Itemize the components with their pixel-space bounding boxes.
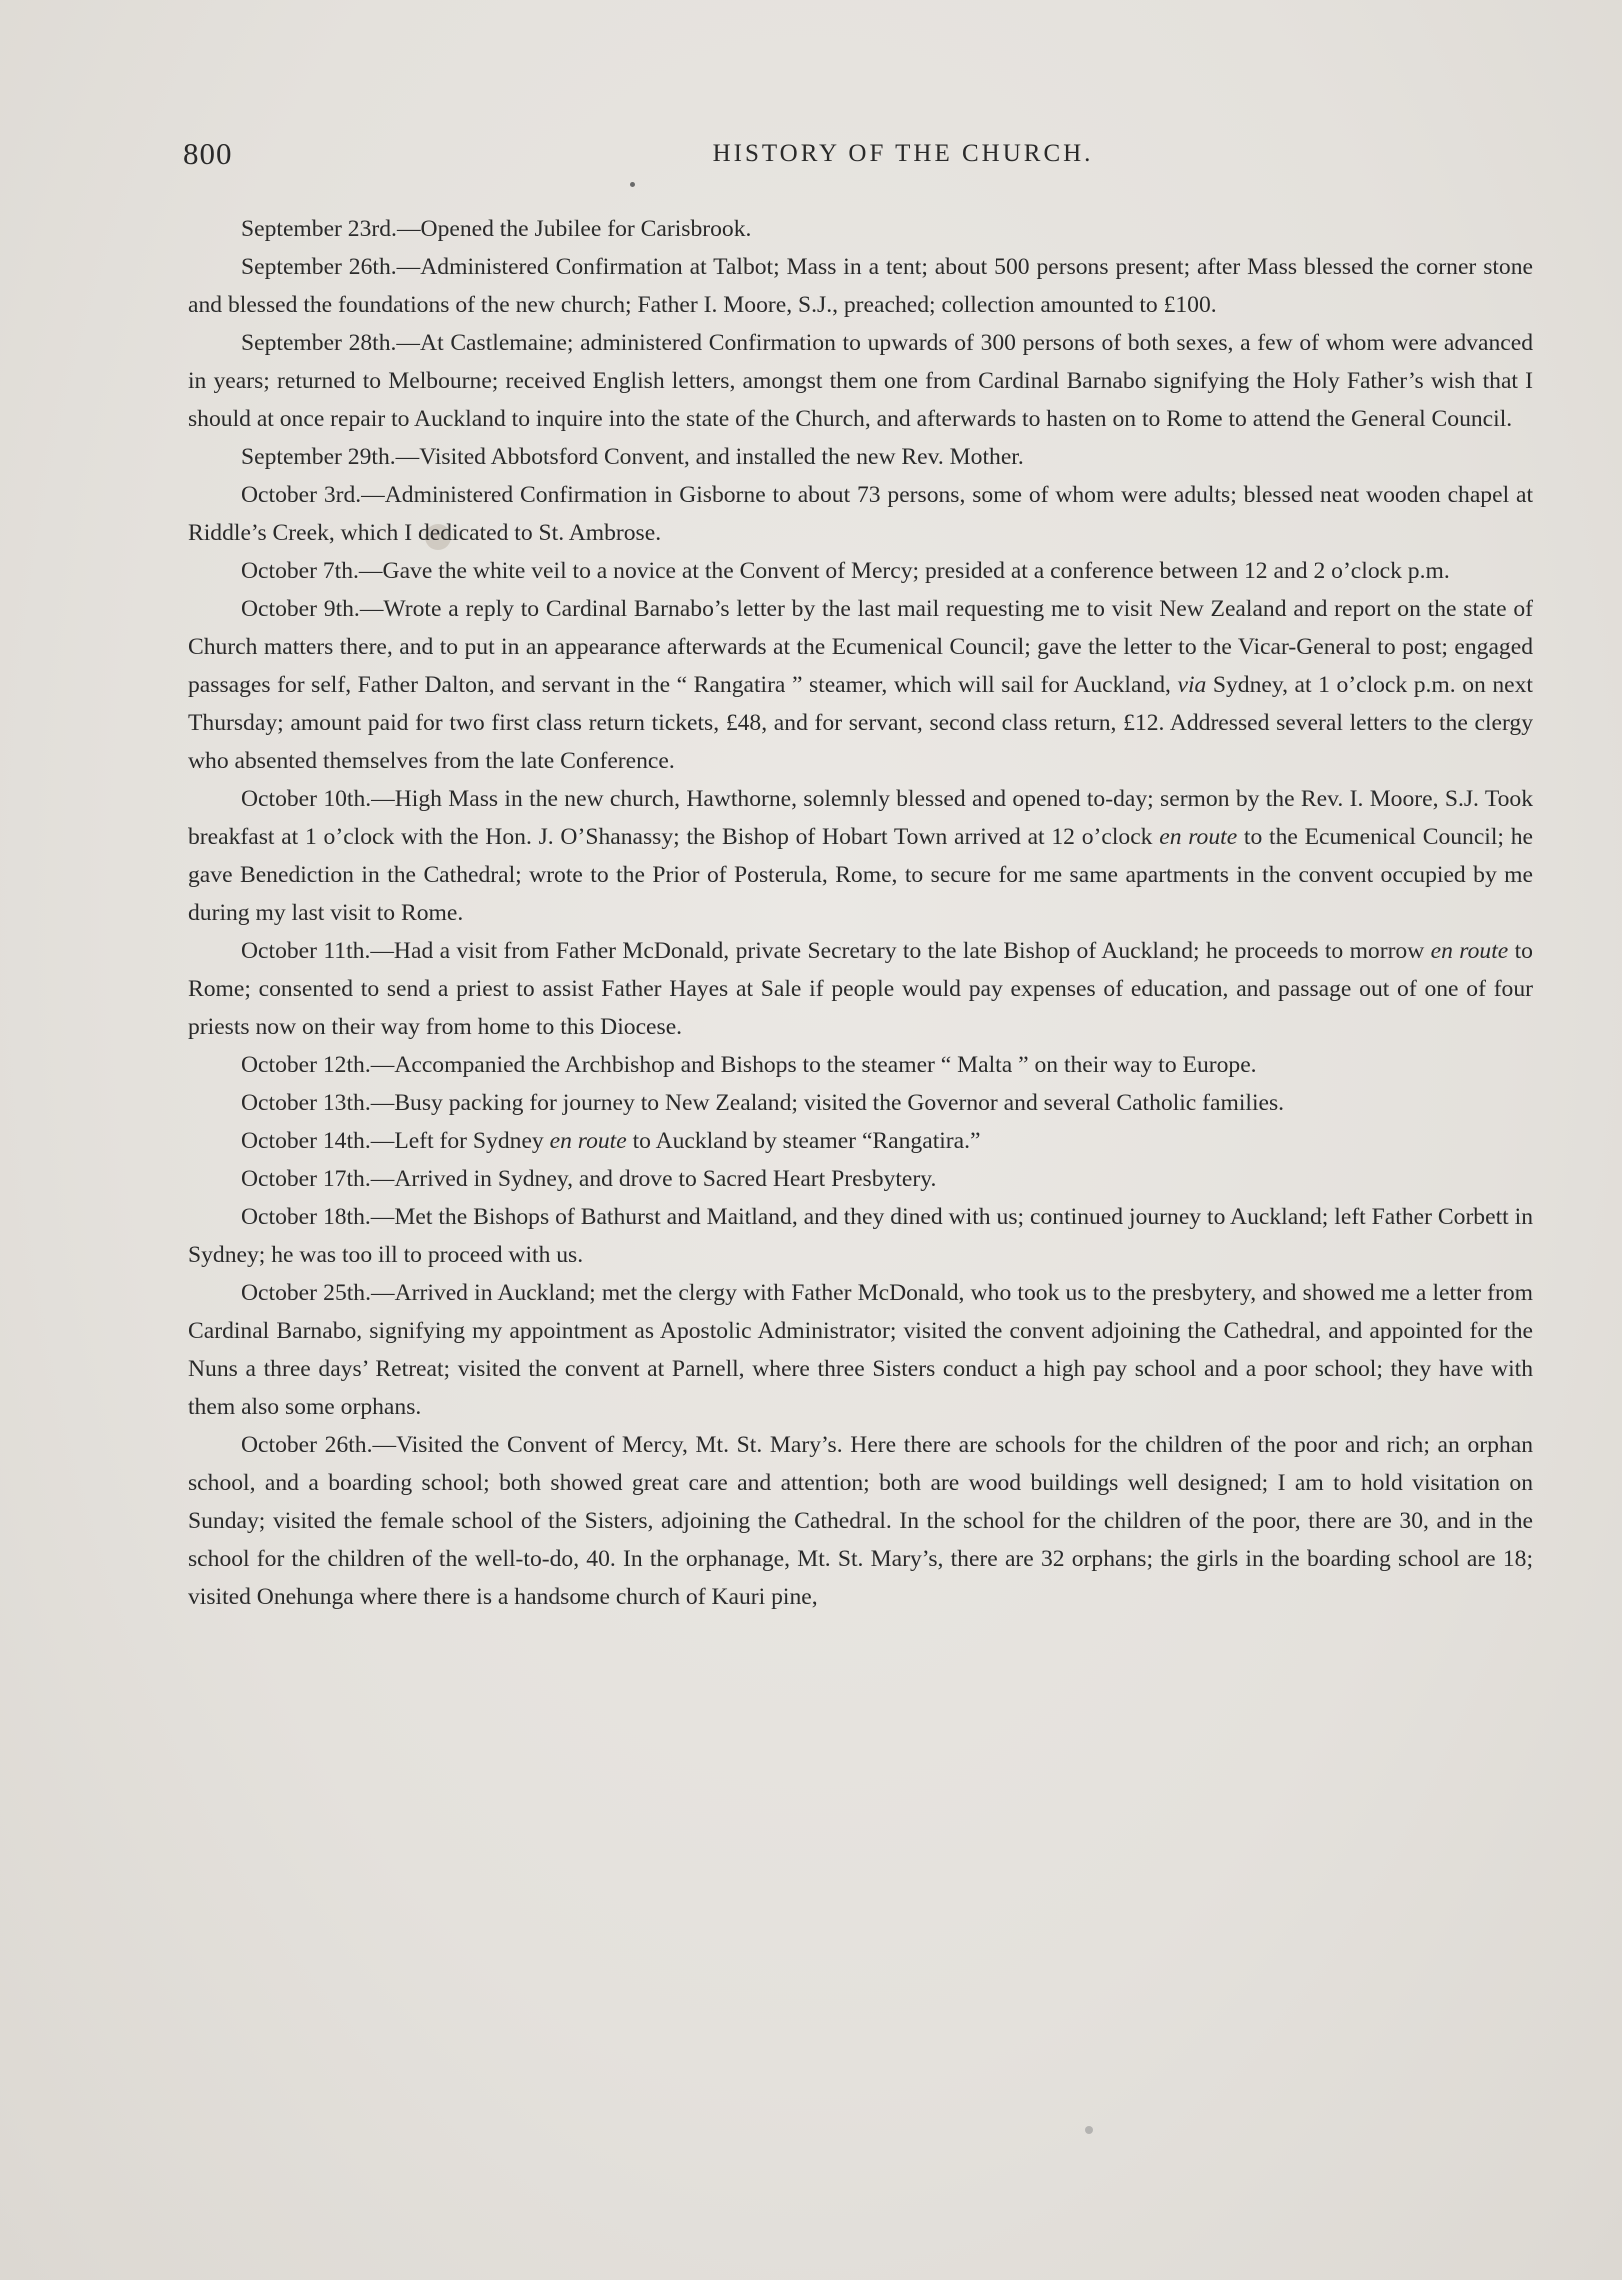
diary-entry [188,324,1533,438]
entry-text: to Auckland by steamer “Rangatira.” [626,1128,981,1154]
entry-text: October 3rd.—Administered Confirmation in Gisborne to about 73 persons, some of whom were adults; blessed neat wooden chapel at Riddle’s Creek, which I dedicated to St. Ambrose. [188,482,1533,546]
diary-entry [188,476,1533,552]
entry-text: October 25th.—Arrived in Auckland; met the clergy with Father McDonald, who took us to the presbytery, and showed me a letter from Cardinal Barnabo, signifying my appointment as Apostolic Administrator; visited the convent adjoining the Cathedral, and appointed for the Nuns a three days’ Retreat; visited the convent at Parnell, where three Sisters conduct a high pay school and a poor school; they have with them also some orphans. [188,1280,1533,1420]
entry-text: October 17th.—Arrived in Sydney, and drove to Sacred Heart Presbytery. [241,1166,937,1192]
entry-text: September 23rd.—Opened the Jubilee for Carisbrook. [241,216,752,242]
entry-text: October 12th.—Accompanied the Archbishop and Bishops to the steamer “ Malta ” on their way to Europe. [241,1052,1257,1078]
entry-text: to Rome; consented to send a priest to assist Father Hayes at Sale if people would pay expenses of education, and passage out of one of four priests now on their way from home to this Diocese. [188,938,1533,1040]
diary-entry [188,1122,1533,1160]
entry-text: September 29th.—Visited Abbotsford Convent, and installed the new Rev. Mother. [241,444,1024,470]
italic-text: en route [549,1128,627,1154]
diary-entry [188,1274,1533,1426]
diary-entry [188,210,1533,248]
diary-entry [188,780,1533,932]
entry-text: October 13th.—Busy packing for journey to New Zealand; visited the Governor and several Catholic families. [241,1090,1285,1116]
entry-text: October 11th.—Had a visit from Father McDonald, private Secretary to the late Bishop of Auckland; he proceeds to morrow [241,938,1431,964]
italic-text: via [1177,672,1207,698]
entry-text: to the Ecumenical Council; he gave Benediction in the Cathedral; wrote to the Prior of Posterula, Rome, to secure for me same apartments in the convent occupied by me during my last visit to Rome. [188,824,1533,926]
entry-text: October 10th.—High Mass in the new church, Hawthorne, solemnly blessed and opened to-day; sermon by the Rev. I. Moore, S.J. Took breakfast at 1 o’clock with the Hon. J. O’Shanassy; the Bishop of Hobart Town arrived at 12 o’clock [188,786,1533,850]
print-speck [1085,2126,1093,2134]
diary-entry [188,552,1533,590]
italic-text: en route [1430,938,1509,964]
diary-entry [188,932,1533,1046]
entry-text: October 7th.—Gave the white veil to a novice at the Convent of Mercy; presided at a conference between 12 and 2 o’clock p.m. [241,558,1450,584]
diary-entry [188,438,1533,476]
print-speck [630,182,635,187]
diary-entry [188,1426,1533,1616]
entry-text: October 14th.—Left for Sydney [241,1128,550,1154]
diary-entry [188,1084,1533,1122]
entry-text: September 28th.—At Castlemaine; administered Confirmation to upwards of 300 persons of both sexes, a few of whom were advanced in years; returned to Melbourne; received English letters, amongst them one from Cardinal Barnabo signifying the Holy Father’s wish that I should at once repair to Auckland to inquire into the state of the Church, and afterwards to hasten on to Rome to attend the General Council. [188,330,1533,432]
diary-entry [188,248,1533,324]
entry-text: October 18th.—Met the Bishops of Bathurst and Maitland, and they dined with us; continued journey to Auckland; left Father Corbett in Sydney; he was too ill to proceed with us. [188,1204,1533,1268]
entry-text: October 9th.—Wrote a reply to Cardinal Barnabo’s letter by the last mail requesting me to visit New Zealand and report on the state of Church matters there, and to put in an appearance afterwards at the Ecumenical Council; gave the letter to the Vicar-General to post; engaged passages for self, Father Dalton, and servant in the “ Rangatira ” steamer, which will sail for Auckland, [188,596,1533,698]
diary-entry [188,590,1533,780]
entry-text: October 26th.—Visited the Convent of Mercy, Mt. St. Mary’s. Here there are schools for the children of the poor and rich; an orphan school, and a boarding school; both showed great care and attention; both are wood buildings well designed; I am to hold visitation on Sunday; visited the female school of the Sisters, adjoining the Cathedral. In the school for the children of the poor, there are 30, and in the school for the children of the well-to-do, 40. In the orphanage, Mt. St. Mary’s, there are 32 orphans; the girls in the boarding school are 18; visited Onehunga where there is a handsome church of Kauri pine, [188,1432,1533,1610]
diary-entry [188,1046,1533,1084]
entry-text: Sydney, at 1 o’clock p.m. on next Thursday; amount paid for two first class return tickets, £48, and for servant, second class return, £12. Addressed several letters to the clergy who absented themselves from the late Conference. [188,672,1533,774]
page-header [183,136,1533,176]
page-number: 800 [183,136,233,171]
body-text [188,210,1533,1616]
entry-text: September 26th.—Administered Confirmation at Talbot; Mass in a tent; about 500 persons present; after Mass blessed the corner stone and blessed the foundations of the new church; Father I. Moore, S.J., preached; collection amounted to £100. [188,254,1533,318]
diary-entry [188,1198,1533,1274]
italic-text: en route [1159,824,1238,850]
diary-entry [188,1160,1533,1198]
running-title: HISTORY OF THE CHURCH. [712,140,1094,167]
